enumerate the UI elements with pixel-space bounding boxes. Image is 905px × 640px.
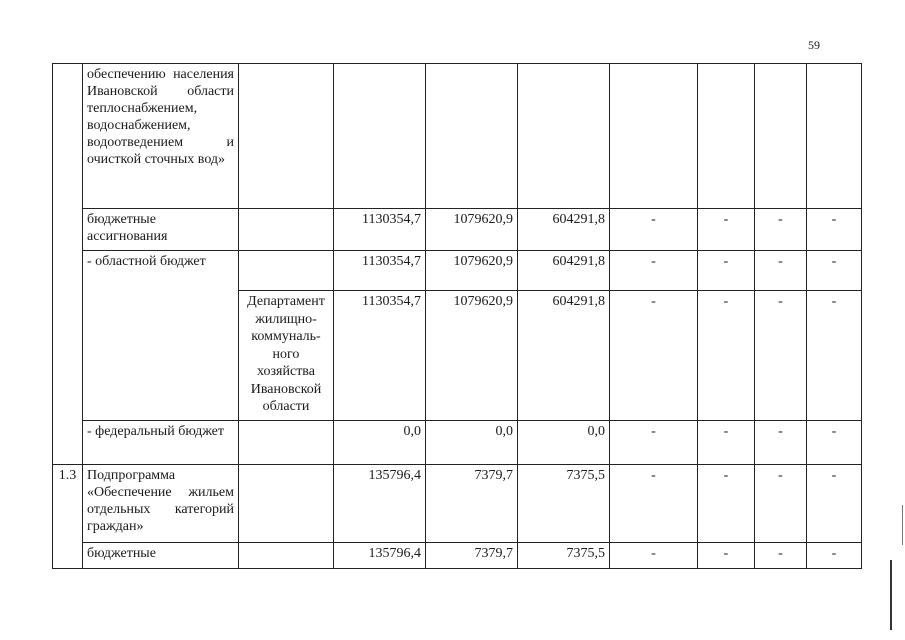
dash-cell: - xyxy=(610,421,698,465)
budget-table xyxy=(52,63,862,569)
value-cell: 1079620,9 xyxy=(426,291,518,421)
value-cell: 0,0 xyxy=(334,421,426,465)
scan-artifact-line xyxy=(890,560,892,630)
value-cell xyxy=(426,64,518,209)
dash-cell xyxy=(755,64,807,209)
value-cell: 604291,8 xyxy=(518,251,610,291)
executor-cell xyxy=(239,251,334,291)
value-cell xyxy=(518,64,610,209)
dash-cell: - xyxy=(610,543,698,569)
value-cell: 1130354,7 xyxy=(334,291,426,421)
dash-cell: - xyxy=(698,291,755,421)
value-cell: 0,0 xyxy=(426,421,518,465)
dash-cell: - xyxy=(807,543,862,569)
row-name-cell: - федеральный бюджет xyxy=(83,421,239,465)
dash-cell: - xyxy=(698,251,755,291)
row-name-cell: бюджетные ассигнования xyxy=(83,209,239,251)
executor-cell xyxy=(239,421,334,465)
dash-cell xyxy=(698,64,755,209)
dash-cell xyxy=(807,64,862,209)
value-cell: 604291,8 xyxy=(518,291,610,421)
row-name-cell: Подпрограмма «Обеспечение жильем отдельных категорий граждан» xyxy=(83,465,239,543)
dash-cell: - xyxy=(755,421,807,465)
table-row xyxy=(53,543,862,569)
dash-cell: - xyxy=(755,291,807,421)
dash-cell: - xyxy=(610,251,698,291)
dash-cell: - xyxy=(755,251,807,291)
value-cell: 7375,5 xyxy=(518,543,610,569)
dash-cell: - xyxy=(698,465,755,543)
dash-cell: - xyxy=(807,465,862,543)
dash-cell: - xyxy=(610,465,698,543)
dash-cell: - xyxy=(807,251,862,291)
value-cell: 7375,5 xyxy=(518,465,610,543)
row-name-cell: - областной бюджет xyxy=(83,251,239,421)
row-number-cell xyxy=(53,64,83,465)
page-number: 59 xyxy=(808,38,820,52)
dash-cell: - xyxy=(807,209,862,251)
value-cell: 135796,4 xyxy=(334,465,426,543)
dash-cell: - xyxy=(698,543,755,569)
executor-cell xyxy=(239,543,334,569)
value-cell: 1079620,9 xyxy=(426,209,518,251)
row-number-cell: 1.3 xyxy=(53,465,83,569)
value-cell xyxy=(334,64,426,209)
table-row xyxy=(53,421,862,465)
value-cell: 1130354,7 xyxy=(334,251,426,291)
value-cell: 7379,7 xyxy=(426,465,518,543)
row-name-cell: бюджетные xyxy=(83,543,239,569)
executor-cell: Департамент жилищно-коммуналь-ного хозяйства Ивановской области xyxy=(239,291,334,421)
table-row xyxy=(53,465,862,543)
table-row xyxy=(53,64,862,209)
dash-cell: - xyxy=(755,465,807,543)
dash-cell: - xyxy=(807,421,862,465)
value-cell: 0,0 xyxy=(518,421,610,465)
row-name-cell: обеспечению населения Ивановской области теплоснабжением, водоснабжением, водоотведением и очисткой сточных вод» xyxy=(83,64,239,209)
executor-cell xyxy=(239,465,334,543)
value-cell: 135796,4 xyxy=(334,543,426,569)
value-cell: 7379,7 xyxy=(426,543,518,569)
dash-cell xyxy=(610,64,698,209)
table-row xyxy=(53,251,862,291)
dash-cell: - xyxy=(610,291,698,421)
value-cell: 1079620,9 xyxy=(426,251,518,291)
executor-cell xyxy=(239,209,334,251)
dash-cell: - xyxy=(807,291,862,421)
dash-cell: - xyxy=(610,209,698,251)
dash-cell: - xyxy=(698,209,755,251)
table-row xyxy=(53,209,862,251)
scan-artifact-line xyxy=(902,505,903,545)
dash-cell: - xyxy=(698,421,755,465)
dash-cell: - xyxy=(755,209,807,251)
executor-cell xyxy=(239,64,334,209)
dash-cell: - xyxy=(755,543,807,569)
value-cell: 604291,8 xyxy=(518,209,610,251)
value-cell: 1130354,7 xyxy=(334,209,426,251)
